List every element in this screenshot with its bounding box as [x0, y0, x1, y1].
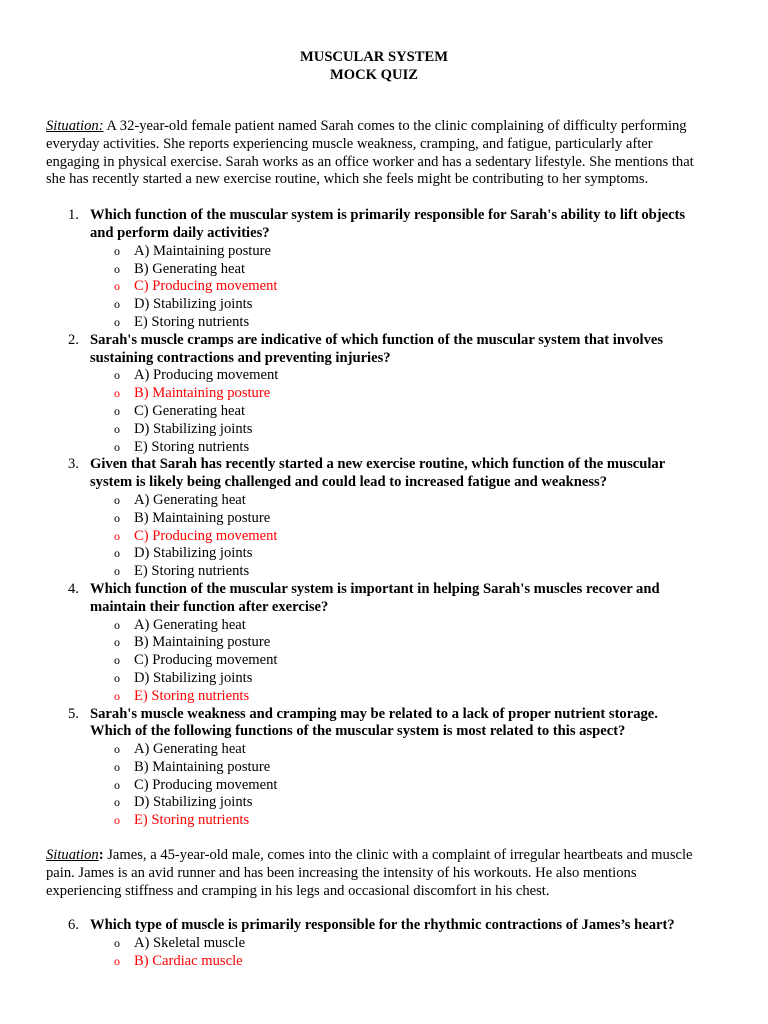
circle-bullet-icon: o [114, 510, 120, 525]
option-text: B) Cardiac muscle [134, 953, 243, 970]
option-text: B) Maintaining posture [134, 385, 271, 402]
answer-option [90, 545, 702, 563]
circle-bullet-icon: o [114, 243, 120, 258]
circle-bullet-icon: o [114, 653, 120, 668]
answer-option [90, 617, 702, 635]
answer-option [90, 777, 702, 795]
question-text: Which function of the muscular system is important in helping Sarah's muscles recover and maintain their function after exercise? [90, 580, 660, 615]
question-text: Which type of muscle is primarily responsible for the rhythmic contractions of James’s heart? [90, 917, 675, 934]
question-number: 4. [68, 580, 79, 597]
option-text: D) Stabilizing joints [134, 420, 253, 437]
answer-option [90, 935, 702, 953]
circle-bullet-icon: o [114, 742, 120, 757]
answer-option [90, 314, 702, 332]
question-number: 6. [68, 917, 79, 934]
circle-bullet-icon: o [114, 759, 120, 774]
answer-option [90, 296, 702, 314]
correct-answer-option [90, 812, 702, 830]
answer-option [90, 243, 702, 261]
situation-label-colon: : [98, 847, 104, 864]
correct-answer-option [90, 953, 702, 971]
option-text: E) Storing nutrients [134, 313, 250, 330]
circle-bullet-icon: o [114, 492, 120, 507]
circle-bullet-icon: o [114, 936, 120, 951]
option-text: B) Maintaining posture [134, 758, 271, 775]
circle-bullet-icon: o [114, 368, 120, 383]
circle-bullet-icon: o [114, 528, 120, 543]
question-number: 5. [68, 705, 79, 722]
option-list [90, 492, 702, 581]
option-list [90, 935, 702, 971]
correct-answer-option [90, 385, 702, 403]
question-list-1 [46, 207, 702, 830]
situation-label: Situation: [46, 118, 104, 134]
question-number: 3. [68, 456, 79, 473]
question-item [46, 581, 702, 706]
correct-answer-option [90, 528, 702, 546]
answer-option [90, 367, 702, 385]
circle-bullet-icon: o [114, 954, 120, 969]
answer-option [90, 439, 702, 457]
title-line-2: MOCK QUIZ [330, 67, 418, 83]
question-list-2 [46, 917, 702, 970]
option-text: C) Producing movement [134, 652, 278, 669]
option-text: B) Generating heat [134, 260, 246, 277]
option-text: C) Generating heat [134, 402, 246, 419]
situation-text: A 32-year-old female patient named Sarah comes to the clinic complaining of difficulty performing everyday activities. She reports experiencing muscle weakness, cramping, and fatigue, particularly after engaging in physical exercise. Sarah works as an office worker and has a sedentary lifestyle. She mentions that she has recently started a new exercise routine, which she feels might be contributing to her symptoms. [46, 118, 694, 188]
option-list [90, 741, 702, 830]
circle-bullet-icon: o [114, 688, 120, 703]
title-line-1: MUSCULAR SYSTEM [300, 49, 448, 65]
circle-bullet-icon: o [114, 777, 120, 792]
question-item [46, 207, 702, 332]
option-list [90, 617, 702, 706]
question-item [46, 332, 702, 457]
circle-bullet-icon: o [114, 813, 120, 828]
answer-option [90, 759, 702, 777]
circle-bullet-icon: o [114, 386, 120, 401]
answer-option [90, 492, 702, 510]
answer-option [90, 741, 702, 759]
option-text: C) Producing movement [134, 527, 278, 544]
question-text: Sarah's muscle weakness and cramping may be related to a lack of proper nutrient storage. Which of the following functions of the muscular system is most related to this aspect? [90, 705, 658, 740]
option-text: B) Maintaining posture [134, 634, 271, 651]
circle-bullet-icon: o [114, 279, 120, 294]
answer-option [90, 652, 702, 670]
option-list [90, 243, 702, 332]
answer-option [90, 421, 702, 439]
option-text: B) Maintaining posture [134, 509, 271, 526]
answer-option [90, 563, 702, 581]
answer-option [90, 403, 702, 421]
option-text: A) Producing movement [134, 367, 279, 384]
option-text: D) Stabilizing joints [134, 545, 253, 562]
question-text: Sarah's muscle cramps are indicative of which function of the muscular system that involves sustaining contractions and preventing injuries? [90, 331, 664, 366]
question-number: 1. [68, 207, 79, 224]
question-text: Given that Sarah has recently started a new exercise routine, which function of the muscular system is likely being challenged and could lead to increased fatigue and weakness? [90, 456, 665, 491]
circle-bullet-icon: o [114, 421, 120, 436]
situation-paragraph-2 [46, 847, 702, 900]
circle-bullet-icon: o [114, 795, 120, 810]
question-item [46, 706, 702, 831]
circle-bullet-icon: o [114, 617, 120, 632]
circle-bullet-icon: o [114, 670, 120, 685]
question-item [46, 456, 702, 581]
option-text: A) Generating heat [134, 741, 246, 758]
option-text: E) Storing nutrients [134, 687, 250, 704]
question-text: Which function of the muscular system is primarily responsible for Sarah's ability to lift objects and perform daily activities? [90, 207, 686, 241]
situation-paragraph-1 [46, 118, 702, 189]
option-text: D) Stabilizing joints [134, 669, 253, 686]
circle-bullet-icon: o [114, 546, 120, 561]
situation-label: Situation [46, 847, 99, 864]
answer-option [90, 261, 702, 279]
answer-option [90, 670, 702, 688]
option-text: D) Stabilizing joints [134, 794, 253, 811]
option-text: A) Generating heat [134, 616, 246, 633]
answer-option [90, 794, 702, 812]
circle-bullet-icon: o [114, 564, 120, 579]
circle-bullet-icon: o [114, 439, 120, 454]
option-list [90, 367, 702, 456]
question-item [46, 917, 702, 970]
correct-answer-option [90, 688, 702, 706]
correct-answer-option [90, 278, 702, 296]
question-number: 2. [68, 331, 79, 348]
circle-bullet-icon: o [114, 314, 120, 329]
option-text: C) Producing movement [134, 776, 278, 793]
option-text: E) Storing nutrients [134, 563, 250, 580]
option-text: A) Maintaining posture [134, 242, 271, 259]
answer-option [90, 634, 702, 652]
option-text: A) Generating heat [134, 491, 246, 508]
situation-text: James, a 45-year-old male, comes into the clinic with a complaint of irregular heartbeats and muscle pain. James is an avid runner and has been increasing the intensity of his workouts. He also mentions experiencing stiffness and cramping in his legs and occasional discomfort in his chest. [46, 847, 693, 899]
option-text: E) Storing nutrients [134, 812, 250, 829]
circle-bullet-icon: o [114, 261, 120, 276]
answer-option [90, 510, 702, 528]
option-text: A) Skeletal muscle [134, 935, 246, 952]
circle-bullet-icon: o [114, 635, 120, 650]
option-text: E) Storing nutrients [134, 438, 250, 455]
option-text: D) Stabilizing joints [134, 296, 253, 313]
circle-bullet-icon: o [114, 297, 120, 312]
circle-bullet-icon: o [114, 403, 120, 418]
option-text: C) Producing movement [134, 278, 278, 295]
